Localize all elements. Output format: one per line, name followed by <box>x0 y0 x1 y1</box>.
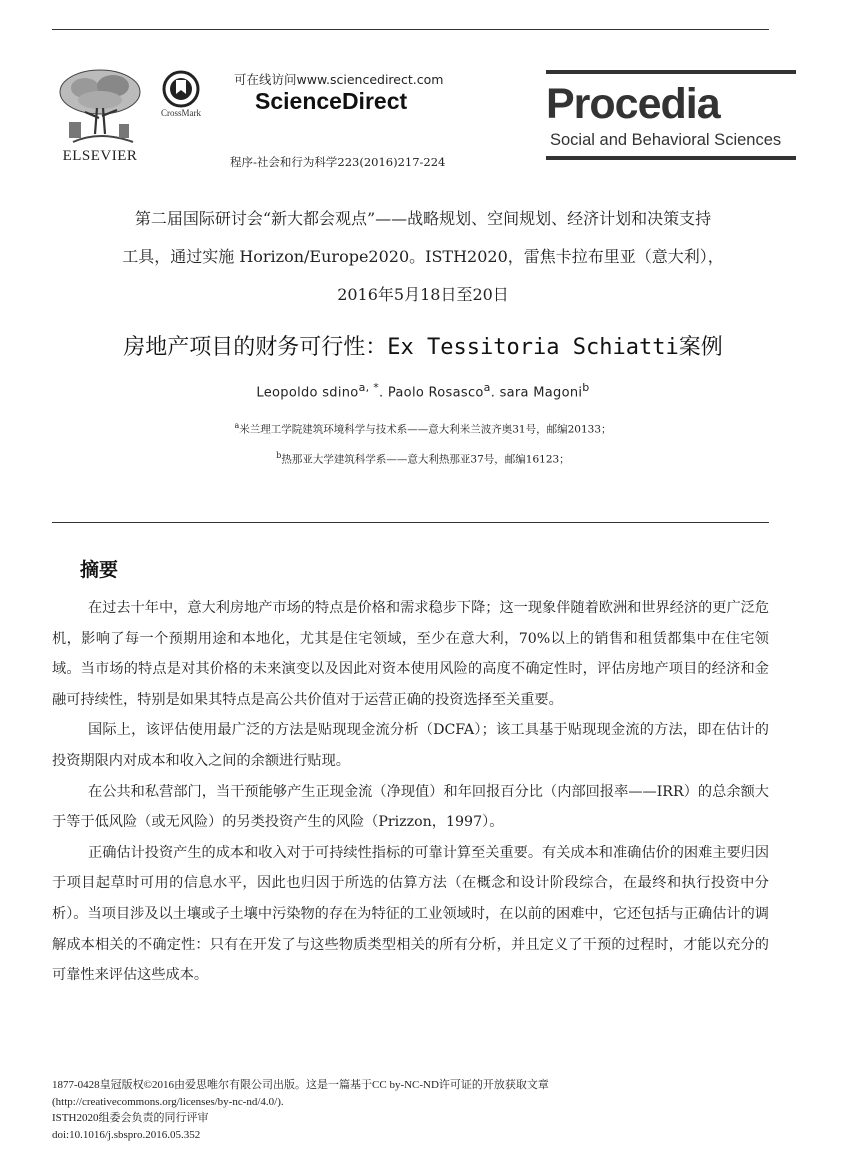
author-2-marker: a <box>483 381 491 394</box>
sciencedirect-title[interactable]: ScienceDirect <box>255 88 408 114</box>
abstract-heading: 摘要 <box>80 559 119 581</box>
available-online-text: 可在线访问www.sciencedirect.com <box>234 72 444 87</box>
abstract-paragraph-1: 在过去十年中，意大利房地产市场的特点是价格和需求稳步下降；这一现象伴随着欧洲和世界经济的更广泛危机，影响了每一个预期用途和本地化，尤其是住宅领域，至少在意大利，70%以上的销售和租赁都集中在住宅领域。当市场的特点是对其价格的未来演变以及因此对资本使用风险的高度不确定性时，评估房地产项目的经济和金融可持续性，特别是如果其特点是高公共价值对于运营正确的投资选择至关重要。 <box>52 600 770 708</box>
procedia-subtitle: Social and Behavioral Sciences <box>550 131 782 149</box>
abstract-paragraph-3: 在公共和私营部门，当干预能够产生正现金流（净现值）和年回报百分比（内部回报率——IRR）的总余额大于等于低风险（或无风险）的另类投资产生的风险（Prizzon，1997）。 <box>52 783 769 831</box>
conference-line-1: 第二届国际研讨会“新大都会观点”——战略规划、空间规划、经济计划和决策支持 <box>134 209 712 228</box>
top-rule <box>52 29 769 30</box>
affiliation-b-marker: b <box>276 451 282 460</box>
journal-reference: 程序-社会和行为科学223(2016)217-224 <box>230 155 446 169</box>
author-3-marker: b <box>582 381 590 394</box>
procedia-top-bar <box>546 70 796 74</box>
elsevier-logo <box>52 68 148 166</box>
conference-dates: 2016年5月18日至20日 <box>337 285 509 304</box>
title-suffix: 案例 <box>678 335 723 360</box>
crossmark-label: CrossMark <box>161 108 201 118</box>
crossmark-icon <box>156 70 206 108</box>
affiliation-a-text: 米兰理工学院建筑环境科学与技术系——意大利米兰波齐奥31号，邮编20133； <box>239 423 612 436</box>
elsevier-tree-icon <box>55 68 145 146</box>
affiliation-b-text: 热那亚大学建筑科学系——意大利热那亚37号，邮编16123； <box>281 453 570 466</box>
crossmark-badge[interactable] <box>156 70 206 122</box>
abstract-paragraph-4: 正确估计投资产生的成本和收入对于可持续性指标的可靠计算至关重要。有关成本和准确估价的困难主要归因于项目起草时可用的信息水平，因此也归因于所选的估算方法（在概念和设计阶段综合，在最终和执行投资中分析）。当项目涉及以土壤或子土壤中污染物的存在为特征的工业领域时，在以前的困难中，它还包括与正确估计的调解成本相关的不确定性：只有在开发了与这些物质类型相关的所有分析，并且定义了干预的过程时，才能以充分的可靠性来评估这些成本。 <box>52 844 770 984</box>
title-prefix: 房地产项目的财务可行性： <box>123 335 388 360</box>
section-rule <box>52 522 769 523</box>
title-latin: Ex Tessitoria Schiatti <box>387 335 679 360</box>
procedia-bottom-bar <box>546 156 796 160</box>
procedia-logo <box>546 70 796 160</box>
author-1-marker: a, * <box>358 381 379 394</box>
elsevier-wordmark: ELSEVIER <box>62 148 138 164</box>
affiliation-a <box>40 421 806 437</box>
affiliation-b <box>40 451 806 467</box>
author-1[interactable]: Leopoldo sdino <box>256 385 359 401</box>
author-3[interactable]: . sara Magoni <box>490 385 583 401</box>
procedia-wordmark: Procedia <box>546 80 720 128</box>
author-list <box>40 381 806 400</box>
license-link[interactable]: (http://creativecommons.org/licenses/by-nc-nd/4.0/). <box>52 1095 284 1108</box>
peer-review-line: ISTH2020组委会负责的同行评审 <box>52 1112 209 1124</box>
author-2[interactable]: . Paolo Rosasco <box>379 385 484 401</box>
abstract-paragraph-2: 国际上，该评估使用最广泛的方法是贴现现金流分析（DCFA）；该工具基于贴现现金流的方法，即在估计的投资期限内对成本和收入之间的余额进行贴现。 <box>52 722 769 769</box>
footer-notes <box>52 1077 769 1143</box>
paper-title <box>40 330 806 361</box>
copyright-line: 1877-0428皇冠版权©2016由爱思唯尔有限公司出版。这是一篇基于CC by-NC-ND许可证的开放获取文章 <box>52 1079 549 1091</box>
doi-line[interactable]: doi:10.1016/j.sbspro.2016.05.352 <box>52 1128 201 1141</box>
conference-line-2: 工具，通过实施 Horizon/Europe2020。ISTH2020，雷焦卡拉布里亚（意大利）， <box>122 247 724 266</box>
affiliation-a-marker: a <box>234 421 240 430</box>
abstract-body <box>52 593 769 991</box>
